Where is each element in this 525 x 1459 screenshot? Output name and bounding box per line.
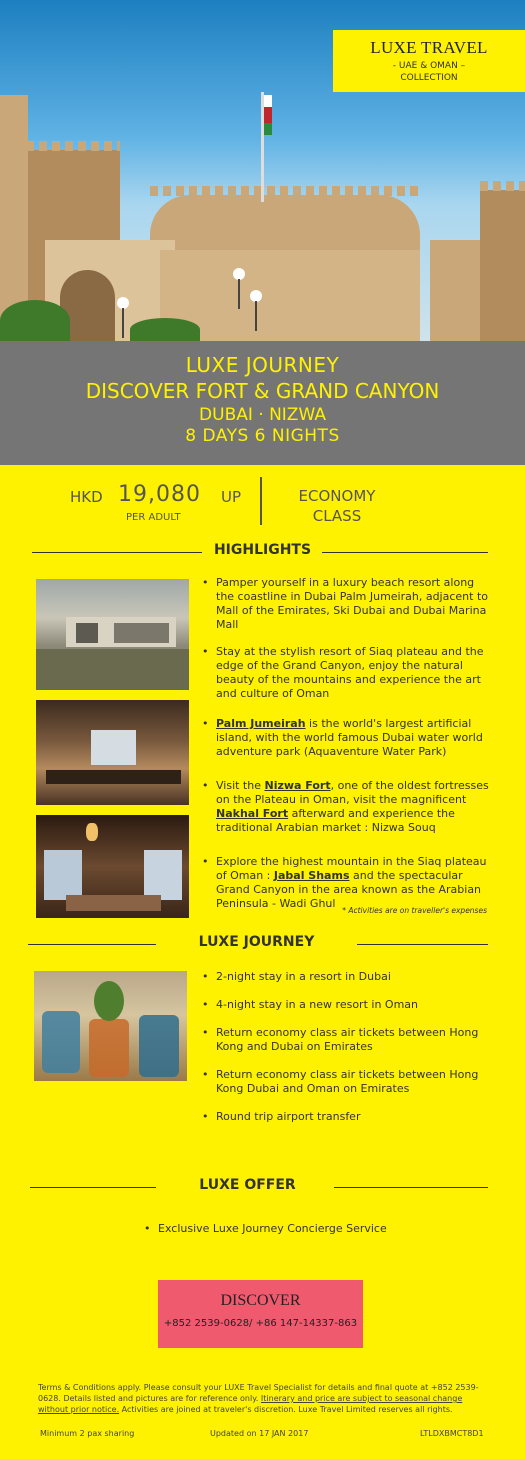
- journey-title: LUXE JOURNEY: [198, 934, 315, 950]
- brand-box: [333, 30, 525, 92]
- price-block: [0, 480, 525, 530]
- highlight-item: • Visit the Nizwa Fort, one of the oldest fortresses on the Plateau in Oman, visit the magnificent Nakhal Fort afterward and experience the traditional Arabian market : Nizwa Souq: [200, 779, 490, 835]
- highlight-item: • Pamper yourself in a luxury beach resort along the coastline in Dubai Palm Jumeirah, adjacent to Mall of the Emirates, Ski Dubai and Dubai Marina Mall: [200, 576, 490, 632]
- street-lamp-icon: [250, 290, 262, 302]
- price-up: UP: [221, 488, 242, 506]
- street-lamp-icon: [233, 268, 245, 280]
- resort-exterior-photo: [36, 579, 189, 690]
- highlights-heading: [0, 542, 525, 562]
- fort-tower-right: [480, 190, 525, 341]
- palm-jumeirah-link: Palm Jumeirah: [216, 717, 306, 730]
- contact-phones[interactable]: +852 2539-0628/ +86 147-14337-863: [163, 1318, 358, 1329]
- brand-subtitle-2: COLLECTION: [400, 73, 458, 83]
- terms-conditions: Terms & Conditions apply. Please consult your LUXE Travel Specialist for details and final quote at +852 2539-0628. Details listed and pictures are for reference only. Itinerary and price are subject to seasonal change without prior notice. Activities are joined at traveler's discretion. Luxe Travel Limited reserves all rights.: [38, 1383, 479, 1414]
- discover-button[interactable]: [158, 1280, 363, 1348]
- class-line-1: ECONOMY: [298, 487, 376, 505]
- hero-image-nizwa-fort: [0, 0, 525, 341]
- highlight-item: • Stay at the stylish resort of Siaq plateau and the edge of the Grand Canyon, enjoy the natural beauty of the mountains and experience the art and culture of Oman: [200, 645, 490, 701]
- travel-class: [285, 486, 389, 526]
- jabal-shams-link: Jabal Shams: [273, 869, 350, 882]
- oman-flag-icon: [264, 95, 272, 135]
- tea-glasses-photo: [34, 971, 187, 1081]
- offer-title: LUXE OFFER: [199, 1177, 296, 1193]
- band-line-1: LUXE JOURNEY: [185, 353, 340, 377]
- band-line-2: DISCOVER FORT & GRAND CANYON: [85, 379, 440, 403]
- brand-title: LUXE TRAVEL: [370, 38, 488, 57]
- nakhal-fort-link: Nakhal Fort: [216, 807, 289, 820]
- band-line-4: 8 DAYS 6 NIGHTS: [185, 426, 340, 446]
- title-band: [0, 341, 525, 465]
- journey-item: • Return economy class air tickets between Hong Kong and Dubai on Emirates: [200, 1026, 490, 1054]
- highlight-item: • Explore the highest mountain in the Siaq plateau of Oman : Jabal Shams and the spectacular Grand Canyon in the area known as the Arabian Peninsula - Wadi Ghul: [200, 855, 490, 911]
- brand-subtitle-1: - UAE & OMAN –: [392, 61, 466, 71]
- journey-item: • 2-night stay in a resort in Dubai: [200, 970, 490, 984]
- activities-note: * Activities are on traveller's expenses: [342, 906, 487, 915]
- highlights-list: [200, 576, 490, 924]
- band-line-3: DUBAI · NIZWA: [199, 405, 326, 425]
- journey-list: [200, 970, 490, 1137]
- highlight-item: • Palm Jumeirah is the world's largest artificial island, with the world famous Dubai water world adventure park (Aquaventure Water Park): [200, 717, 490, 759]
- resort-courtyard-photo: [36, 700, 189, 805]
- street-lamp-icon: [117, 297, 129, 309]
- minimum-pax: Minimum 2 pax sharing: [40, 1429, 135, 1438]
- updated-date: Updated on 17 JAN 2017: [210, 1429, 309, 1438]
- nizwa-fort-link: Nizwa Fort: [264, 779, 331, 792]
- offer-list: [142, 1222, 442, 1249]
- price-per-adult: PER ADULT: [126, 512, 181, 523]
- journey-item: • Round trip airport transfer: [200, 1110, 490, 1124]
- journey-item: • Return economy class air tickets between Hong Kong Dubai and Oman on Emirates: [200, 1068, 490, 1096]
- highlights-title: HIGHLIGHTS: [213, 542, 312, 558]
- price-amount: 19,080: [118, 482, 201, 507]
- offer-item: • Exclusive Luxe Journey Concierge Service: [142, 1222, 442, 1236]
- price-divider: [260, 477, 262, 525]
- discover-title: DISCOVER: [220, 1292, 301, 1309]
- price-currency: HKD: [70, 488, 103, 506]
- product-code: LTLDXBMCT8D1: [420, 1429, 484, 1438]
- offer-heading: [0, 1177, 525, 1197]
- journey-item: • 4-night stay in a new resort in Oman: [200, 998, 490, 1012]
- resort-lounge-photo: [36, 815, 189, 918]
- journey-heading: [0, 934, 525, 954]
- class-line-2: CLASS: [312, 507, 362, 525]
